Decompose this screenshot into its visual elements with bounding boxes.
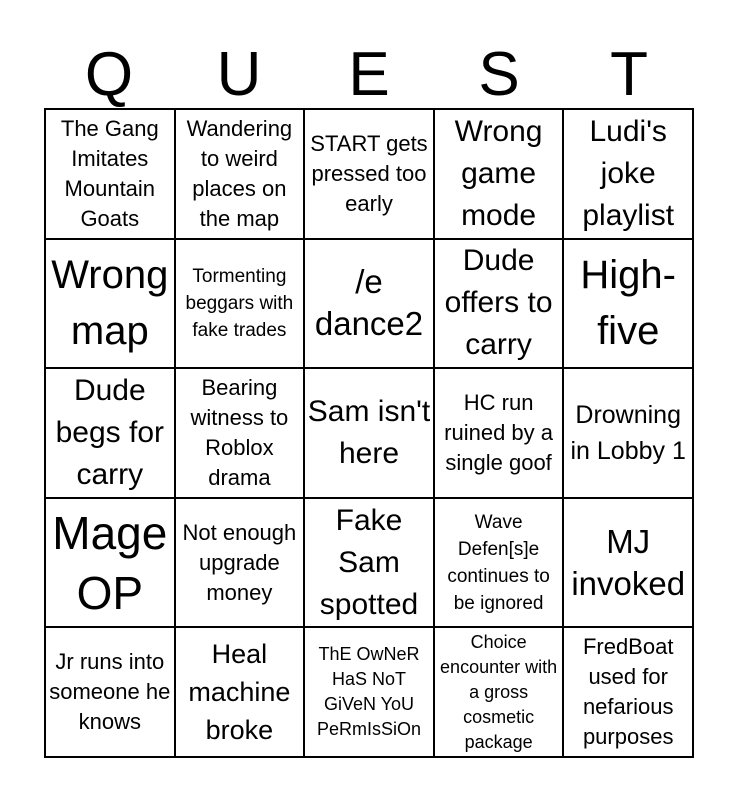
bingo-cell[interactable] <box>434 239 564 369</box>
cell-text: HC run ruined by a single goof <box>444 389 554 475</box>
bingo-cell[interactable] <box>563 109 693 239</box>
title-letter-e: E <box>348 40 390 109</box>
bingo-title <box>44 40 694 110</box>
bingo-cell[interactable] <box>434 368 564 498</box>
bingo-cell[interactable] <box>175 498 305 628</box>
bingo-cell[interactable] <box>45 368 175 498</box>
cell-text: Heal machine broke <box>188 639 291 746</box>
bingo-cell[interactable] <box>434 498 564 628</box>
title-letter-s: S <box>478 40 520 109</box>
cell-text: Choice encounter with a gross cosmetic package <box>440 631 558 752</box>
cell-text: Wandering to weird places on the map <box>186 115 293 231</box>
cell-text: High-five <box>580 253 676 354</box>
cell-text: Wave Defen[s]e continues to be ignored <box>447 511 550 614</box>
bingo-cell[interactable] <box>175 109 305 239</box>
bingo-cell[interactable] <box>304 239 434 369</box>
bingo-cell[interactable] <box>434 627 564 757</box>
cell-text: Fake Sam spotted <box>319 503 419 621</box>
cell-text: Sam isn't here <box>307 394 431 470</box>
cell-text: Not enough upgrade money <box>182 519 297 605</box>
bingo-cell[interactable] <box>563 239 693 369</box>
cell-text: Dude offers to carry <box>444 244 553 362</box>
cell-text: Ludi's joke playlist <box>582 114 675 232</box>
cell-text: Mage OP <box>52 506 168 619</box>
cell-text: Drowning in Lobby 1 <box>570 400 686 465</box>
bingo-cell[interactable] <box>45 109 175 239</box>
bingo-cell[interactable] <box>304 498 434 628</box>
cell-text: Tormenting beggars with fake trades <box>185 265 294 341</box>
cell-text: Bearing witness to Roblox drama <box>190 374 289 490</box>
cell-text: Wrong map <box>51 253 169 354</box>
cell-text: Jr runs into someone he knows <box>49 649 171 735</box>
bingo-cell[interactable] <box>434 109 564 239</box>
bingo-cell[interactable] <box>304 109 434 239</box>
cell-text: /e dance2 <box>314 263 424 343</box>
bingo-cell[interactable] <box>563 627 693 757</box>
bingo-board <box>44 108 694 758</box>
cell-text: START gets pressed too early <box>310 130 428 216</box>
cell-text: ThE OwNeR HaS NoT GiVeN YoU PeRmIsSiOn <box>316 644 421 740</box>
bingo-cell[interactable] <box>45 627 175 757</box>
bingo-cell[interactable] <box>175 368 305 498</box>
bingo-cell[interactable] <box>45 498 175 628</box>
bingo-cell[interactable] <box>563 368 693 498</box>
bingo-cell[interactable] <box>45 239 175 369</box>
cell-text: Wrong game mode <box>454 114 543 232</box>
cell-text: MJ invoked <box>571 522 686 602</box>
title-letter-q: Q <box>84 40 134 109</box>
bingo-cell[interactable] <box>304 368 434 498</box>
cell-text: Dude begs for carry <box>55 374 164 491</box>
bingo-cell[interactable] <box>304 627 434 757</box>
bingo-cell[interactable] <box>175 239 305 369</box>
bingo-cell[interactable] <box>175 627 305 757</box>
cell-text: The Gang Imitates Mountain Goats <box>60 115 159 231</box>
title-letter-t: T <box>610 40 648 109</box>
cell-text: FredBoat used for nefarious purposes <box>582 634 674 750</box>
title-letter-u: U <box>216 40 262 109</box>
bingo-cell[interactable] <box>563 498 693 628</box>
